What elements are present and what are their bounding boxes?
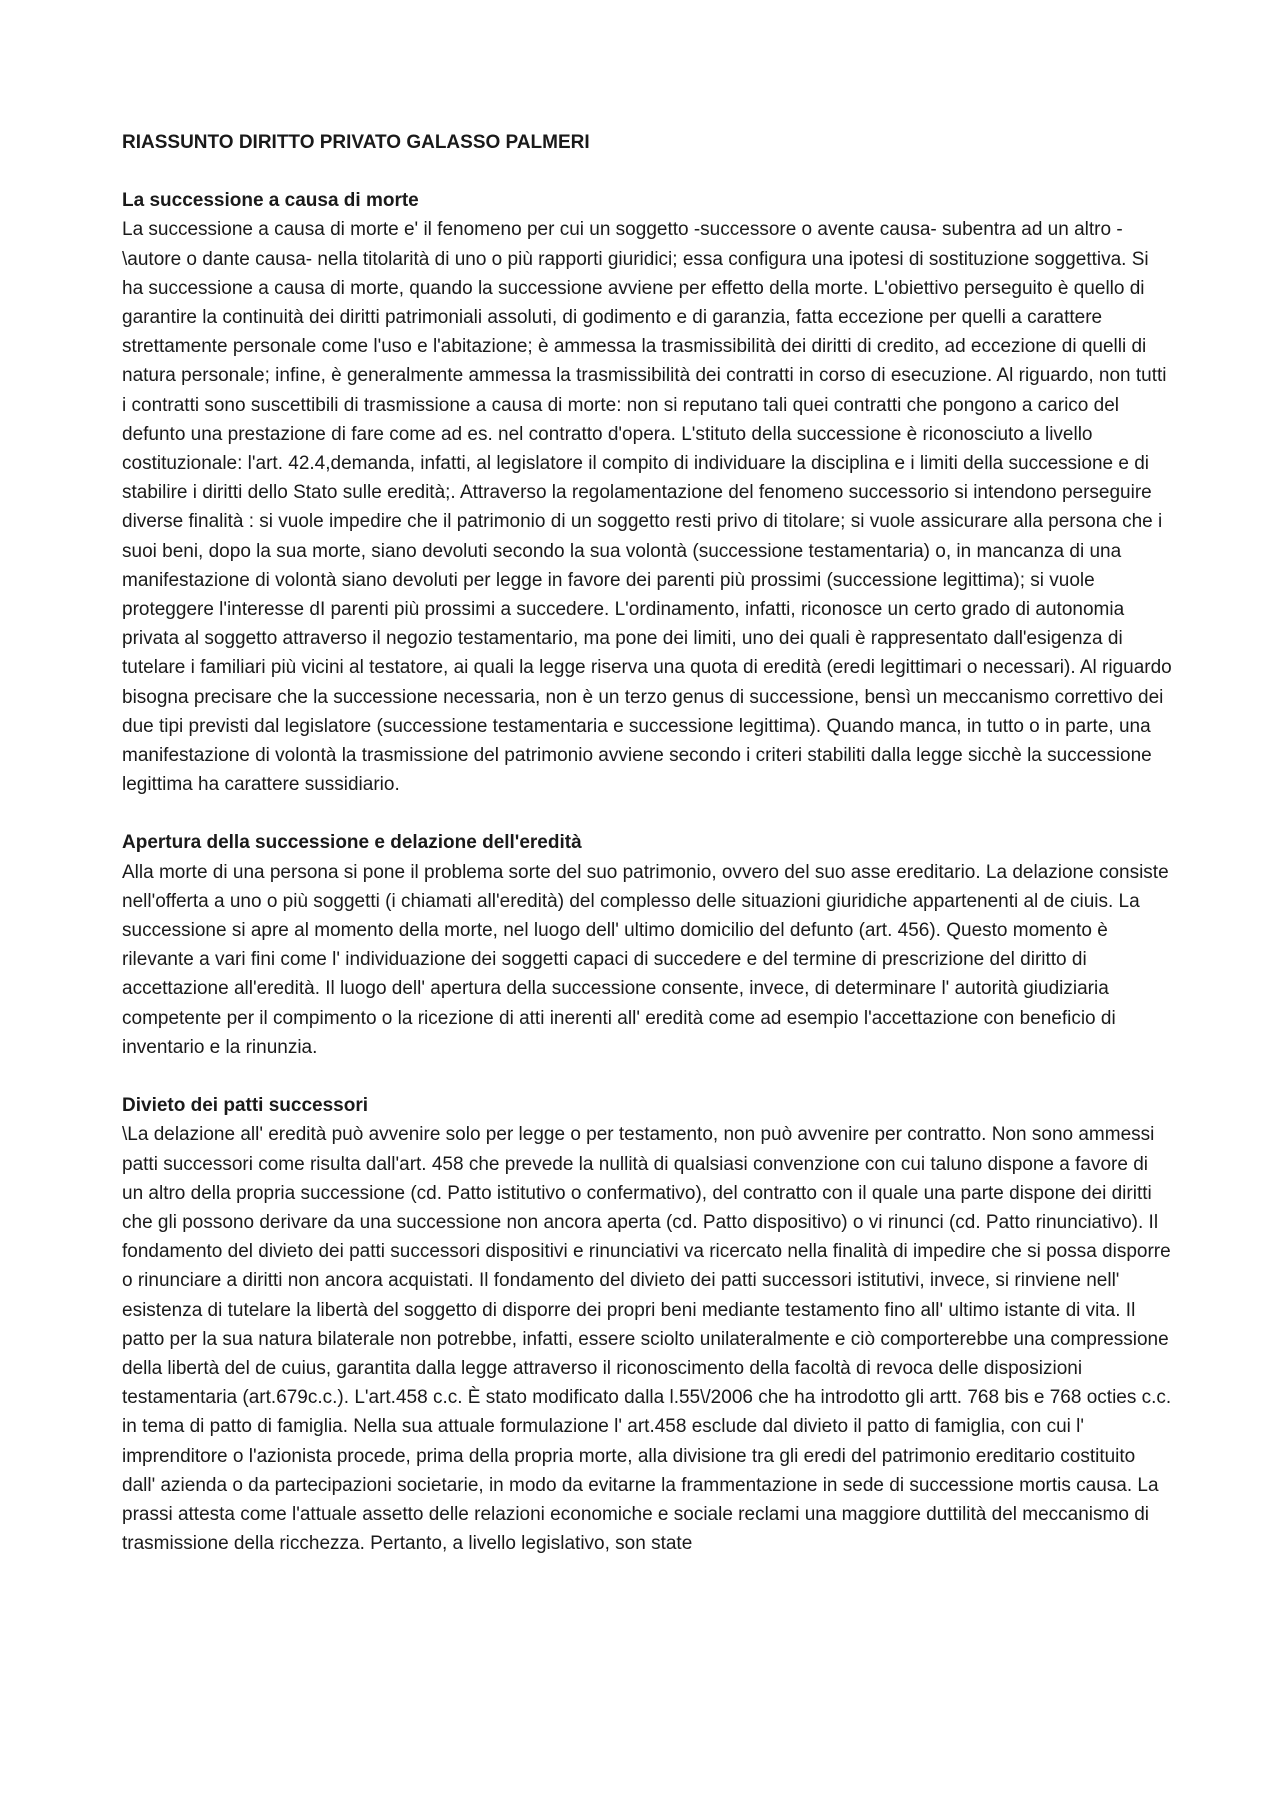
- section-body: \La delazione all' eredità può avvenire solo per legge o per testamento, non può avvenire per contratto. Non sono ammessi patti successori come risulta dall'art. 458 che prevede la nullità di qualsiasi convenzione con cui taluno dispone a favore di un altro della propria successione (cd. Patto istitutivo o confermativo), del contratto con il quale una parte dispone dei diritti che gli possono derivare da una successione non ancora aperta (cd. Patto dispositivo) o vi rinunci (cd. Patto rinunciativo). Il fondamento del divieto dei patti successori dispositivi e rinunciativi va ricercato nella finalità di impedire che si possa disporre o rinunciare a diritti non ancora acquistati. Il fondamento del divieto dei patti successori istitutivi, invece, si rinviene nell' esistenza di tutelare la libertà del soggetto di disporre dei propri beni mediante testamento fino all' ultimo istante di vita. Il patto per la sua natura bilaterale non potrebbe, infatti, essere sciolto unilateralmente e ciò comporterebbe una compressione della libertà del de cuius, garantita dalla legge attraverso il riconoscimento della facoltà di revoca delle disposizioni testamentaria (art.679c.c.). L'art.458 c.c. È stato modificato dalla l.55\/2006 che ha introdotto gli artt. 768 bis e 768 octies c.c. in tema di patto di famiglia. Nella sua attuale formulazione l' art.458 esclude dal divieto il patto di famiglia, con cui l' imprenditore o l'azionista procede, prima della propria morte, alla divisione tra gli eredi del patrimonio ereditario costituito dall' azienda o da partecipazioni societarie, in modo da evitarne la frammentazione in sede di successione mortis causa. La prassi attesta come l'attuale assetto delle relazioni economiche e sociale reclami una maggiore duttilità del meccanismo di trasmissione della ricchezza. Pertanto, a livello legislativo, son state: [122, 1124, 1172, 1555]
- section-heading: La successione a causa di morte: [122, 190, 419, 212]
- section-body: Alla morte di una persona si pone il problema sorte del suo patrimonio, ovvero del suo asse ereditario. La delazione consiste nell'offerta a uno o più soggetti (i chiamati all'eredità) del complesso delle situazioni giuridiche appartenenti al de ciuis. La successione si apre al momento della morte, nel luogo dell' ultimo domicilio del defunto (art. 456). Questo momento è rilevante a vari fini come l' individuazione dei soggetti capaci di succedere e del termine di prescrizione del diritto di accettazione all'eredità. Il luogo dell' apertura della successione consente, invece, di determinare l' autorità giudiziaria competente per il compimento o la ricezione di atti inerenti all' eredità come ad esempio l'accettazione con beneficio di inventario e la rinunzia.: [122, 861, 1169, 1058]
- section-successione-causa-morte: [122, 186, 1172, 799]
- section-heading: Divieto dei patti successori: [122, 1095, 369, 1117]
- section-apertura-successione: [122, 828, 1172, 1062]
- section-divieto-patti-successori: [122, 1091, 1172, 1558]
- document-title: RIASSUNTO DIRITTO PRIVATO GALASSO PALMERI: [122, 132, 590, 153]
- section-body: La successione a causa di morte e' il fenomeno per cui un soggetto -successore o avente causa- subentra ad un altro -\autore o dante causa- nella titolarità di uno o più rapporti giuridici; essa configura una ipotesi di sostituzione soggettiva. Si ha successione a causa di morte, quando la successione avviene per effetto della morte. L'obiettivo perseguito è quello di garantire la continuità dei diritti patrimoniali assoluti, di godimento e di garanzia, fatta eccezione per quelli a carattere strettamente personale come l'uso e l'abitazione; è ammessa la trasmissibilità dei diritti di credito, ad eccezione di quelli di natura personale; infine, è generalmente ammessa la trasmissibilità dei contratti in corso di esecuzione. Al riguardo, non tutti i contratti sono suscettibili di trasmissione a causa di morte: non si reputano tali quei contratti che pongono a carico del defunto una prestazione di fare come ad es. nel contratto d'opera. L'stituto della successione è riconosciuto a livello costituzionale: l'art. 42.4,demanda, infatti, al legislatore il compito di individuare la disciplina e i limiti della successione e di stabilire i diritti dello Stato sulle eredità;. Attraverso la regolamentazione del fenomeno successorio si intendono perseguire diverse finalità : si vuole impedire che il patrimonio di un soggetto resti privo di titolare; si vuole assicurare alla persona che i suoi beni, dopo la sua morte, siano devoluti secondo la sua volontà (successione testamentaria) o, in mancanza di una manifestazione di volontà siano devoluti per legge in favore dei parenti più prossimi (successione legittima); si vuole proteggere l'interesse dI parenti più prossimi a succedere. L'ordinamento, infatti, riconosce un certo grado di autonomia privata al soggetto attraverso il negozio testamentario, ma pone dei limiti, uno dei quali è rappresentato dall'esigenza di tutelare i familiari più vicini al testatore, ai quali la legge riserva una quota di eredità (eredi legittimari o necessari). Al riguardo bisogna precisare che la successione necessaria, non è un terzo genus di successione, bensì un meccanismo correttivo dei due tipi previsti dal legislatore (successione testamentaria e successione legittima). Quando manca, in tutto o in parte, una manifestazione di volontà la trasmissione del patrimonio avviene secondo i criteri stabiliti dalla legge sicchè la successione legittima ha carattere sussidiario.: [122, 219, 1172, 796]
- section-heading: Apertura della successione e delazione dell'eredità: [122, 832, 582, 854]
- document-page: [122, 128, 1172, 1587]
